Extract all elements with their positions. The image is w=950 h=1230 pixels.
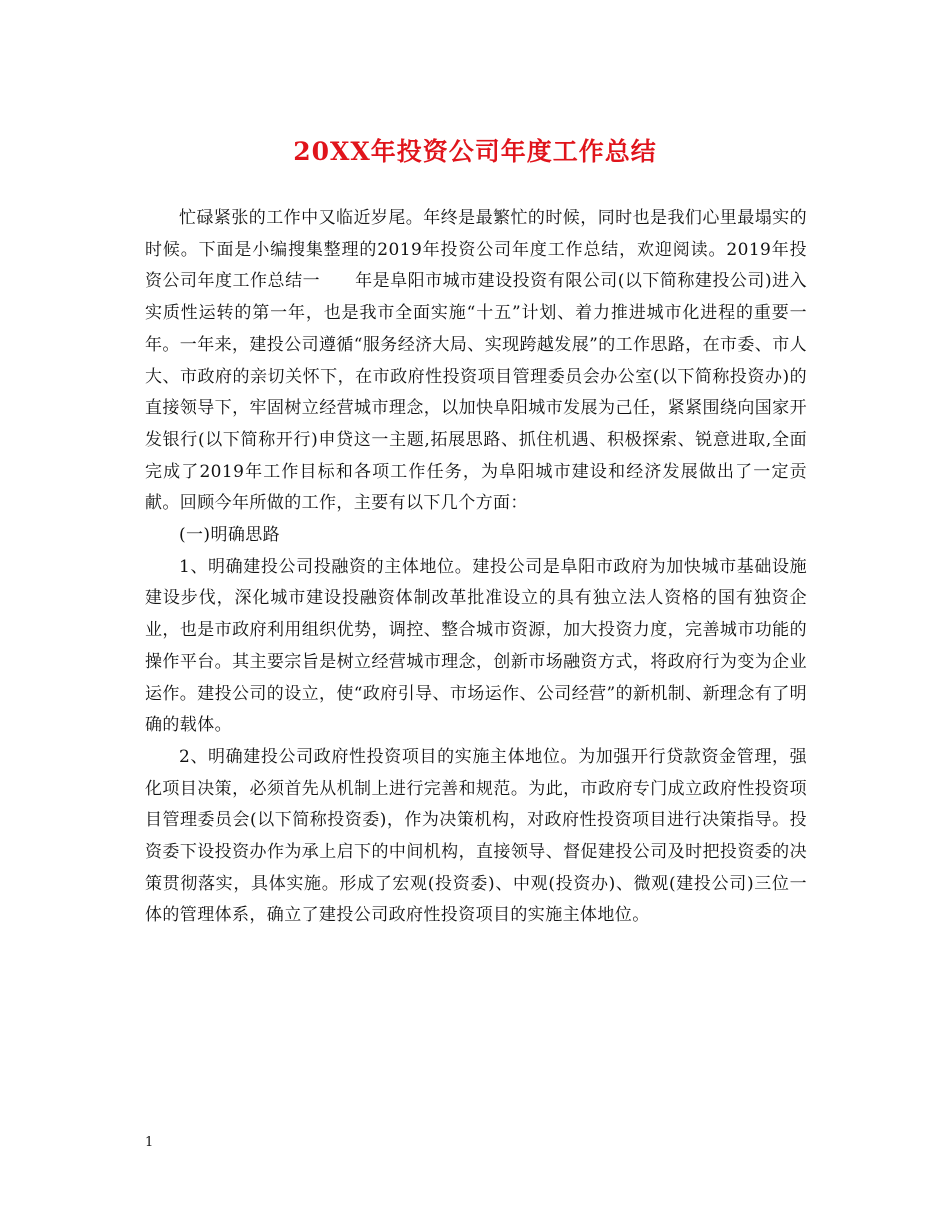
paragraph-point-2: 2、明确建投公司政府性投资项目的实施主体地位。为加强开行贷款资金管理，强化项目决策，必须首先从机制上进行完善和规范。为此，市政府专门成立政府性投资项目管理委员会(以下简称投资委)，作为决策机构，对政府性投资项目进行决策指导。投资委下设投资办作为承上启下的中间机构，直接领导、督促建投公司及时把投资委的决策贯彻落实，具体实施。形成了宏观(投资委)、中观(投资办)、微观(建投公司)三位一体的管理体系，确立了建投公司政府性投资项目的实施主体地位。 xyxy=(145,746,807,926)
paragraph-heading-clear-thinking: (一)明确思路 xyxy=(179,525,281,546)
paragraph-point-1: 1、明确建投公司投融资的主体地位。建投公司是阜阳市政府为加快城市基础设施建设步伐，深化城市建设投融资体制改革批准设立的具有独立法人资格的国有独资企业，也是市政府利用组织优势，调控、整合城市资源，加大投资力度，完善城市功能的操作平台。其主要宗旨是树立经营城市理念，创新市场融资方式，将政府行为变为企业运作。建投公司的设立，使“政府引导、市场运作、公司经营”的新机制、新理念有了明确的载体。 xyxy=(145,556,807,736)
document-body xyxy=(145,203,807,932)
page-number: 1 xyxy=(145,1135,154,1150)
paragraph-intro: 忙碌紧张的工作中又临近岁尾。年终是最繁忙的时候，同时也是我们心里最塌实的时候。下面是小编搜集整理的2019年投资公司年度工作总结，欢迎阅读。2019年投资公司年度工作总结一 年是阜阳市城市建设投资有限公司(以下简称建投公司)进入实质性运转的第一年，也是我市全面实施“十五”计划、着力推进城市化进程的重要一年。一年来，建投公司遵循“服务经济大局、实现跨越发展”的工作思路，在市委、市人大、市政府的亲切关怀下，在市政府性投资项目管理委员会办公室(以下简称投资办)的直接领导下，牢固树立经营城市理念，以加快阜阳城市发展为己任，紧紧围绕向国家开发银行(以下简称开行)申贷这一主题,拓展思路、抓住机遇、积极探索、锐意进取,全面完成了2019年工作目标和各项工作任务，为阜阳城市建设和经济发展做出了一定贡献。回顾今年所做的工作，主要有以下几个方面： xyxy=(145,208,807,514)
document-title: 20XX年投资公司年度工作总结 xyxy=(293,137,657,166)
